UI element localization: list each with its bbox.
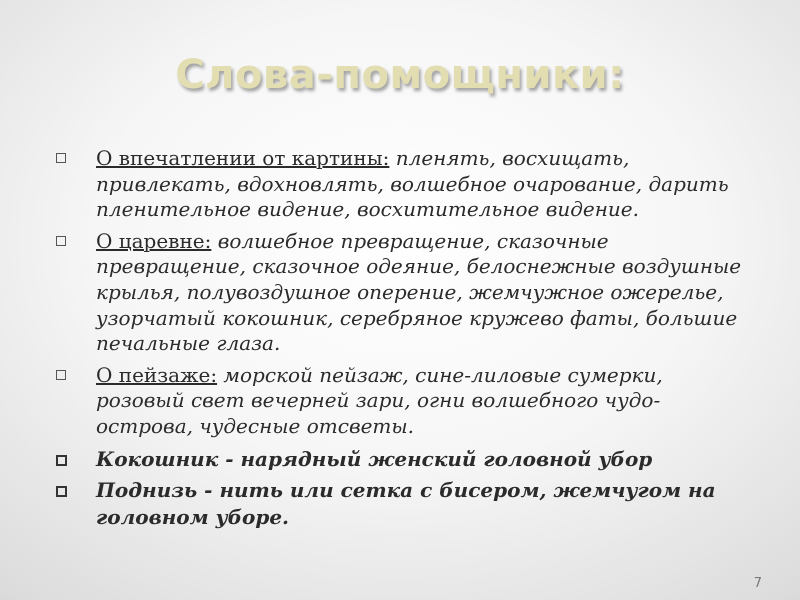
item-label: О пейзаже: (96, 362, 218, 387)
square-bullet-icon (56, 486, 67, 497)
definition-item (54, 446, 744, 473)
square-bullet-icon (56, 370, 66, 380)
list-item (54, 363, 744, 440)
item-text: морской пейзаж, сине-лиловые сумерки, розовый свет вечерней зари, огни волшебного чудо-острова, чудесные отсветы. (96, 362, 663, 438)
square-bullet-icon (56, 236, 66, 246)
definition-text: Кокошник - нарядный женский головной убор (96, 446, 653, 471)
list-item (54, 146, 744, 223)
item-text: пленять, восхищать, привлекать, вдохновлять, волшебное очарование, дарить пленительное видение, восхитительное видение. (96, 146, 729, 222)
square-bullet-icon (56, 455, 67, 466)
list-item (54, 229, 744, 357)
square-bullet-icon (56, 153, 66, 163)
item-label: О впечатлении от картины: (96, 146, 390, 170)
item-text: волшебное превращение, сказочные превращение, сказочное одеяние, белоснежные воздушные крылья, полувоздушное оперение, жемчужное ожерелье, узорчатый кокошник, серебряное кружево фаты, большие печальные глаза. (96, 228, 742, 356)
slide-title: Слова-помощники: (175, 52, 625, 98)
definition-text: Поднизь - нить или сетка с бисером, жемчугом на головном уборе. (96, 477, 716, 529)
definition-item (54, 477, 744, 531)
content-list (54, 146, 744, 535)
page-number: 7 (753, 576, 762, 591)
item-label: О царевне: (96, 228, 212, 253)
